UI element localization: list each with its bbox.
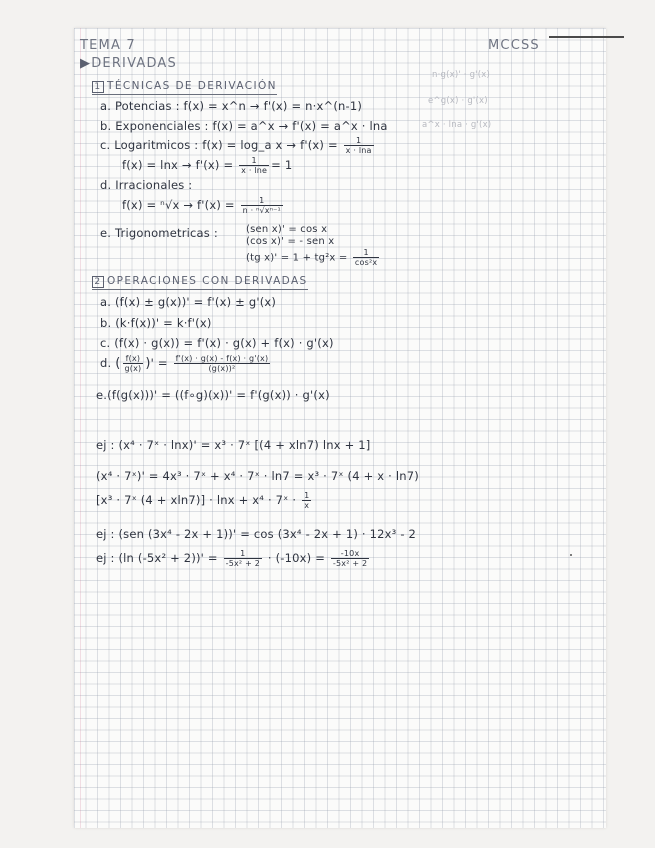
fraction: $\frac{f'(x) \cdot g(x) - f(x) \cdot g'(x)}{\text{(g(x))²}}$ <box>175 354 269 373</box>
triangle-bullet-icon: ▶ <box>80 56 92 71</box>
section-title: OPERACIONES CON DERIVADAS <box>107 275 308 287</box>
operation-scalar: b. (k·f(x))' = k·f'(x) <box>100 316 212 330</box>
rule-formula: f(x) = ⁿ√x → f'(x) = <box>122 198 235 212</box>
fraction: $\frac{f(x)}{g(x)}$ <box>124 354 142 373</box>
section-title: TÉCNICAS DE DERIVACIÓN <box>107 80 277 92</box>
operation-label: d. <box>100 356 112 370</box>
rule-label: b. Exponenciales : <box>100 119 209 133</box>
rule-exponentials <box>100 119 388 133</box>
subtitle <box>80 56 177 71</box>
section-heading-1 <box>92 80 277 95</box>
rule-trig-cos: (cos x)' = - sen x <box>246 236 335 247</box>
top-rule-mark <box>549 36 624 38</box>
rule-formula: f(x) = log_a x → f'(x) = <box>202 138 338 152</box>
fraction: $\frac{1}{\text{-5x² + 2}}$ <box>225 549 261 568</box>
example-1: ej : (x⁴ · 7ˣ · lnx)' = x³ · 7ˣ [(4 + xln7) lnx + 1] <box>96 438 371 452</box>
rule-trig-label: e. Trigonometricas : <box>100 226 218 240</box>
example-1-step-1: (x⁴ · 7ˣ)' = 4x³ · 7ˣ + x⁴ · 7ˣ · ln7 = x³ · 7ˣ (4 + x · ln7) <box>96 469 419 483</box>
operation-sum: a. (f(x) ± g(x))' = f'(x) ± g'(x) <box>100 295 277 309</box>
page-title: TEMA 7 <box>80 38 136 53</box>
side-note: e^g(x) · g'(x) <box>428 96 488 106</box>
fraction: $\frac{1}{\text{n · ⁿ√xⁿ⁻¹}}$ <box>242 196 281 215</box>
example-2: ej : (sen (3x⁴ - 2x + 1))' = cos (3x⁴ - 2x + 1) · 12x³ - 2 <box>96 527 417 541</box>
rule-logarithms <box>100 136 376 155</box>
section-number: 1 <box>92 81 104 93</box>
rule-irrational-label: d. Irracionales : <box>100 178 193 192</box>
operation-quotient: d. ( $\frac{f(x)}{g(x)}$ )' = $\frac{f'(x) \cdot g(x) - f(x) \cdot g'(x)}{\text{(g(x))²}}$ <box>100 354 269 373</box>
example-1-step-2: [x³ · 7ˣ (4 + xln7)] · lnx + x⁴ · 7ˣ · $\frac{1}{x}$ <box>96 491 310 510</box>
rule-trig-sin: (sen x)' = cos x <box>246 224 328 235</box>
fraction: $\frac{1}{x}$ <box>304 491 310 510</box>
rule-label: a. Potencias : <box>100 99 180 113</box>
side-note: n·g(x)' · g'(x) <box>432 70 490 80</box>
section-heading-2 <box>92 275 308 290</box>
fraction: $\frac{1}{x \cdot \ln e}$ <box>241 156 268 175</box>
ink-dot <box>570 554 572 556</box>
fraction: $\frac{1}{x \cdot \ln a}$ <box>345 136 372 155</box>
rule-natural-log <box>122 156 292 175</box>
margin-line <box>80 28 81 828</box>
rule-powers <box>100 99 362 113</box>
operation-product: c. (f(x) · g(x)) = f'(x) · g(x) + f(x) · g'(x) <box>100 336 334 350</box>
fraction-tail: = 1 <box>271 158 293 172</box>
fraction: $\frac{-10x}{\text{-5x² + 2}}$ <box>332 549 368 568</box>
subject-label: MCCSS <box>488 38 540 53</box>
example-3: ej : (ln (-5x² + 2))' = $\frac{1}{\text{-5x² + 2}}$ · (-10x) = $\frac{-10x}{\text{-5x² + 2}}$ <box>96 549 368 568</box>
rule-trig-tan: (tg x)' = 1 + tg²x = $\frac{1}{\text{cos²x}}$ <box>246 248 378 267</box>
rule-formula: f(x) = a^x → f'(x) = a^x · lna <box>212 119 388 133</box>
rule-formula: f(x) = lnx → f'(x) = <box>122 158 234 172</box>
rule-formula: f(x) = x^n → f'(x) = n·x^(n-1) <box>183 99 363 113</box>
subtitle-text: DERIVADAS <box>91 56 177 71</box>
rule-label: c. Logaritmicos : <box>100 138 199 152</box>
operation-chain-rule: e.(f(g(x)))' = ((f∘g)(x))' = f'(g(x)) · g'(x) <box>96 388 330 402</box>
section-number: 2 <box>92 276 104 288</box>
rule-irrational <box>122 196 285 215</box>
side-note: a^x · lna · g'(x) <box>422 120 492 130</box>
fraction: $\frac{1}{\text{cos²x}}$ <box>354 248 378 267</box>
